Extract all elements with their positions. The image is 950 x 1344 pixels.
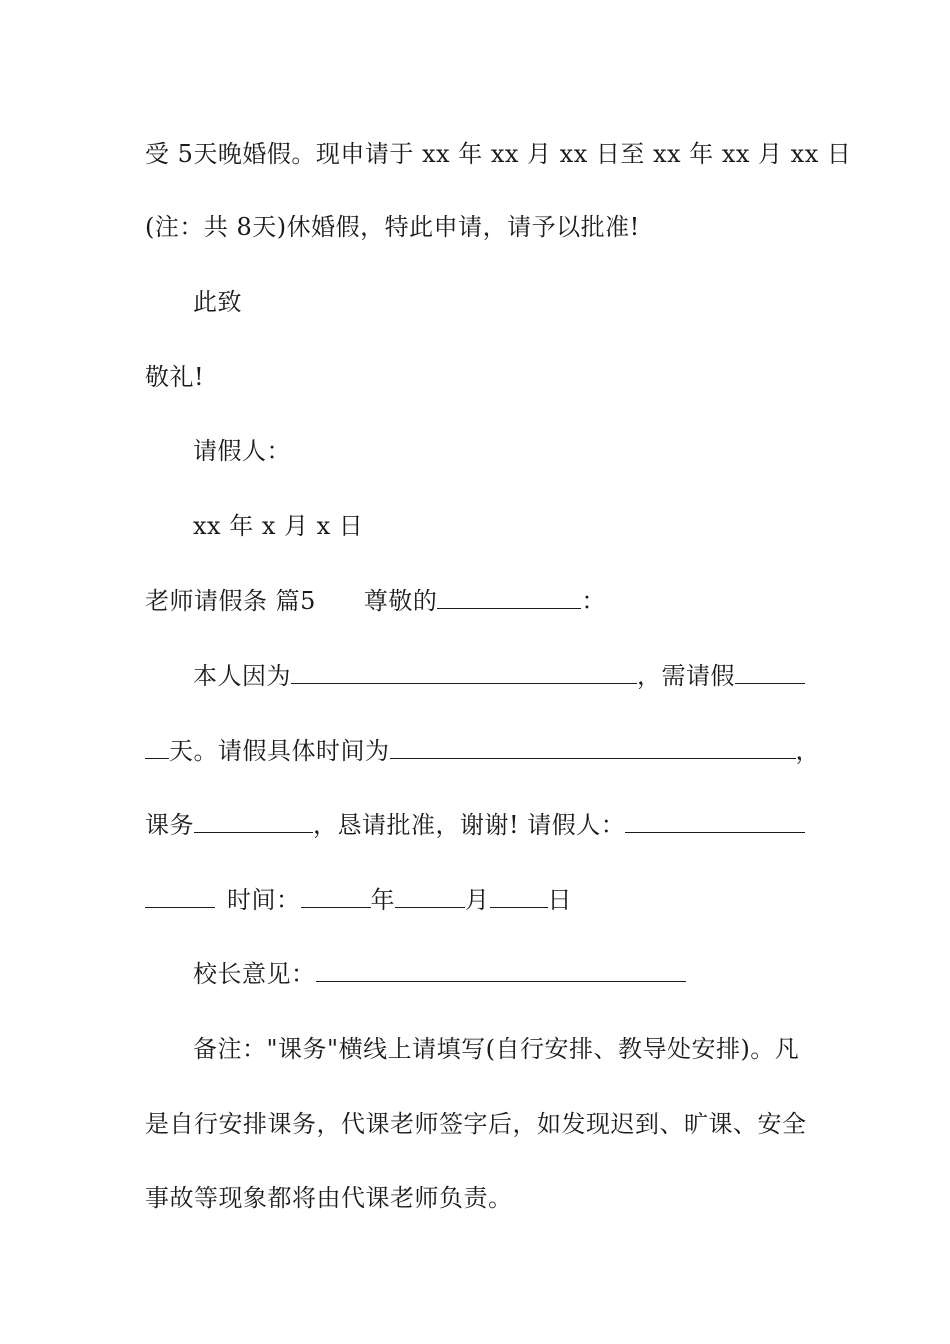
principal-opinion-blank[interactable] [316, 959, 686, 982]
month-blank[interactable] [395, 885, 465, 908]
reason-blank[interactable] [291, 661, 637, 684]
time-label: 时间： [227, 886, 301, 914]
time-detail-line [145, 735, 820, 767]
days-blank-start[interactable] [735, 661, 805, 684]
course-prefix: 课务 [145, 811, 194, 839]
reason-line [193, 660, 805, 692]
salutation: 此致 [193, 288, 242, 316]
month-label: 月 [465, 886, 490, 914]
reason-prefix: 本人因为 [193, 662, 291, 690]
course-mid: ，恳请批准，谢谢! 请假人： [313, 811, 626, 839]
applicant-label: 请假人： [193, 437, 291, 465]
note-line: 备注："课务"横线上请填写(自行安排、教导处安排)。凡 [193, 1035, 800, 1063]
paragraph-line: 受 5天晚婚假。现申请于 xx 年 xx 月 xx 日至 xx 年 xx 月 xx 日 [145, 140, 852, 168]
course-blank[interactable] [194, 810, 313, 833]
year-label: 年 [370, 886, 395, 914]
leave-time-blank[interactable] [390, 736, 796, 759]
applicant-name-blank-end[interactable] [145, 885, 215, 908]
year-blank[interactable] [301, 885, 371, 908]
regards: 敬礼! [145, 363, 205, 391]
principal-opinion-line [193, 958, 686, 990]
days-blank-end[interactable] [145, 736, 169, 759]
note-line: 事故等现象都将由代课老师负责。 [145, 1184, 513, 1212]
recipient-blank[interactable] [437, 586, 581, 609]
paragraph-line: (注：共 8天)休婚假，特此申请，请予以批准! [145, 213, 640, 241]
date-line: xx 年 x 月 x 日 [193, 512, 364, 540]
note-line: 是自行安排课务，代课老师签字后，如发现迟到、旷课、安全 [145, 1110, 807, 1138]
days-suffix: 天。请假具体时间为 [169, 737, 390, 765]
comma: ， [795, 737, 820, 765]
greeting-prefix: 尊敬的 [363, 587, 438, 615]
section-title: 老师请假条 篇5 [145, 587, 316, 615]
greeting-suffix: ： [581, 587, 606, 615]
day-blank[interactable] [490, 885, 548, 908]
day-label: 日 [547, 886, 572, 914]
applicant-name-blank[interactable] [625, 810, 805, 833]
reason-mid: ，需请假 [637, 662, 735, 690]
course-line [145, 809, 805, 841]
signature-date-line [145, 884, 572, 916]
section-heading-line [145, 585, 606, 617]
principal-label: 校长意见： [193, 960, 316, 988]
